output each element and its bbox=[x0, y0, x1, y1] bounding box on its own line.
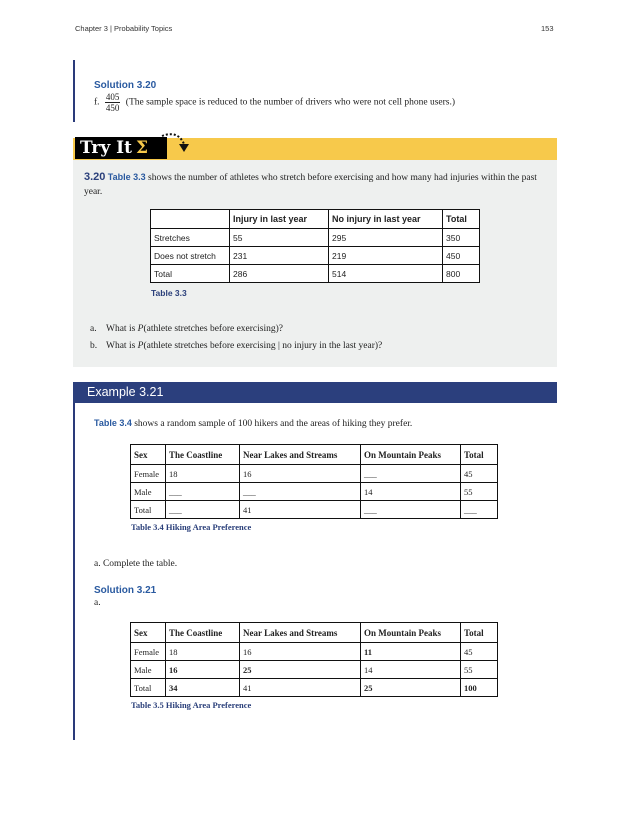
table-cell: 219 bbox=[329, 247, 443, 265]
table-cell: 100 bbox=[461, 679, 498, 697]
table-cell: Total bbox=[131, 679, 166, 697]
table-cell: Does not stretch bbox=[151, 247, 230, 265]
table-cell: Stretches bbox=[151, 229, 230, 247]
table-cell: 45 bbox=[461, 465, 498, 483]
table-header-cell: Total bbox=[461, 445, 498, 465]
example-3-21-header: Example 3.21 bbox=[73, 382, 557, 403]
fraction-denominator: 450 bbox=[105, 103, 120, 113]
table-row bbox=[131, 679, 498, 697]
solution-3-21-title: Solution 3.21 bbox=[94, 585, 157, 596]
table-cell: 45 bbox=[461, 643, 498, 661]
solution-3-20-body bbox=[94, 92, 455, 113]
table-header-cell: Total bbox=[443, 210, 480, 229]
try-it-text-body: shows the number of athletes who stretch before exercising and how many had injuries within the past year. bbox=[84, 173, 537, 197]
table-cell: 800 bbox=[443, 265, 480, 283]
table-cell: ___ bbox=[361, 465, 461, 483]
table-header-cell: The Coastline bbox=[166, 623, 240, 643]
table-3-3 bbox=[150, 209, 480, 283]
question-text: What is bbox=[106, 341, 138, 351]
table-row bbox=[131, 501, 498, 519]
table-header-cell: Total bbox=[461, 623, 498, 643]
table-cell: 514 bbox=[329, 265, 443, 283]
table-header-cell: On Mountain Peaks bbox=[361, 445, 461, 465]
question-text: (athlete stretches before exercising | no injury in the last year)? bbox=[143, 341, 383, 351]
table-3-3-caption: Table 3.3 bbox=[151, 288, 187, 298]
table-cell: Total bbox=[151, 265, 230, 283]
question-b bbox=[90, 341, 382, 351]
try-it-label bbox=[75, 137, 167, 159]
table-row bbox=[131, 661, 498, 679]
table-cell: Male bbox=[131, 483, 166, 501]
table-cell: 16 bbox=[240, 643, 361, 661]
table-header-cell: Near Lakes and Streams bbox=[240, 623, 361, 643]
table-cell: 286 bbox=[230, 265, 329, 283]
example-sidebar-line bbox=[73, 403, 75, 740]
table-cell: 16 bbox=[166, 661, 240, 679]
table-header-cell: Sex bbox=[131, 623, 166, 643]
question-text: (athlete stretches before exercising)? bbox=[143, 324, 284, 334]
table-cell: ___ bbox=[240, 483, 361, 501]
page-number: 153 bbox=[541, 24, 554, 33]
table-cell: ___ bbox=[166, 501, 240, 519]
table-cell: Male bbox=[131, 661, 166, 679]
table-cell: ___ bbox=[166, 483, 240, 501]
table-row bbox=[151, 247, 480, 265]
table-cell: ___ bbox=[461, 501, 498, 519]
table-3-4-link[interactable]: Table 3.4 bbox=[94, 418, 132, 428]
table-cell: Female bbox=[131, 465, 166, 483]
table-header-cell: No injury in last year bbox=[329, 210, 443, 229]
table-3-3-link[interactable]: Table 3.3 bbox=[107, 172, 146, 182]
table-cell: 231 bbox=[230, 247, 329, 265]
table-cell: Total bbox=[131, 501, 166, 519]
table-cell: 18 bbox=[166, 465, 240, 483]
table-cell: ___ bbox=[361, 501, 461, 519]
table-row bbox=[151, 229, 480, 247]
table-cell: 295 bbox=[329, 229, 443, 247]
table-3-4 bbox=[130, 444, 498, 519]
table-cell: 55 bbox=[461, 483, 498, 501]
example-intro bbox=[94, 418, 412, 429]
question-text: What is bbox=[106, 324, 138, 334]
solution-note: (The sample space is reduced to the number of drivers who were not cell phone users.) bbox=[125, 97, 456, 108]
table-header-cell: Injury in last year bbox=[230, 210, 329, 229]
table-cell: 55 bbox=[461, 661, 498, 679]
table-header-cell bbox=[151, 210, 230, 229]
example-task: a. Complete the table. bbox=[94, 559, 178, 569]
table-3-5 bbox=[130, 622, 498, 697]
solution-sidebar-line bbox=[73, 60, 75, 122]
fraction bbox=[105, 92, 121, 113]
running-header-chapter: Chapter 3 | Probability Topics bbox=[75, 24, 173, 33]
table-header-cell: On Mountain Peaks bbox=[361, 623, 461, 643]
question-letter: a. bbox=[90, 324, 97, 334]
probability-symbol: P bbox=[137, 341, 144, 351]
table-header-row bbox=[131, 445, 498, 465]
table-cell: 14 bbox=[361, 661, 461, 679]
table-row bbox=[131, 643, 498, 661]
table-header-cell: Near Lakes and Streams bbox=[240, 445, 361, 465]
table-3-5-caption: Table 3.5 Hiking Area Preference bbox=[131, 700, 252, 710]
try-it-prompt bbox=[84, 170, 548, 199]
solution-3-20-title: Solution 3.20 bbox=[94, 80, 157, 91]
question-a bbox=[90, 324, 283, 334]
fraction-numerator: 405 bbox=[105, 92, 120, 102]
solution-3-21-part: a. bbox=[94, 598, 101, 608]
table-cell: 34 bbox=[166, 679, 240, 697]
table-cell: 41 bbox=[240, 501, 361, 519]
table-header-row bbox=[151, 210, 480, 229]
table-row bbox=[131, 465, 498, 483]
table-header-cell: Sex bbox=[131, 445, 166, 465]
dotted-arrow-icon bbox=[158, 130, 194, 156]
question-letter: b. bbox=[90, 341, 98, 351]
try-it-text: Try It bbox=[80, 138, 132, 158]
table-header-row bbox=[131, 623, 498, 643]
table-row bbox=[151, 265, 480, 283]
table-cell: 18 bbox=[166, 643, 240, 661]
table-row bbox=[131, 483, 498, 501]
table-cell: 14 bbox=[361, 483, 461, 501]
solution-part-label: f. bbox=[94, 97, 100, 108]
table-cell: 25 bbox=[361, 679, 461, 697]
table-cell: 16 bbox=[240, 465, 361, 483]
sigma-icon: Σ bbox=[135, 138, 149, 158]
table-cell: 350 bbox=[443, 229, 480, 247]
table-cell: 25 bbox=[240, 661, 361, 679]
probability-symbol: P bbox=[137, 324, 144, 334]
exercise-number: 3.20 bbox=[84, 171, 106, 183]
table-cell: 55 bbox=[230, 229, 329, 247]
table-cell: 450 bbox=[443, 247, 480, 265]
table-cell: Female bbox=[131, 643, 166, 661]
table-cell: 11 bbox=[361, 643, 461, 661]
example-intro-text: shows a random sample of 100 hikers and the areas of hiking they prefer. bbox=[134, 419, 413, 429]
table-3-4-caption: Table 3.4 Hiking Area Preference bbox=[131, 522, 252, 532]
table-cell: 41 bbox=[240, 679, 361, 697]
table-header-cell: The Coastline bbox=[166, 445, 240, 465]
